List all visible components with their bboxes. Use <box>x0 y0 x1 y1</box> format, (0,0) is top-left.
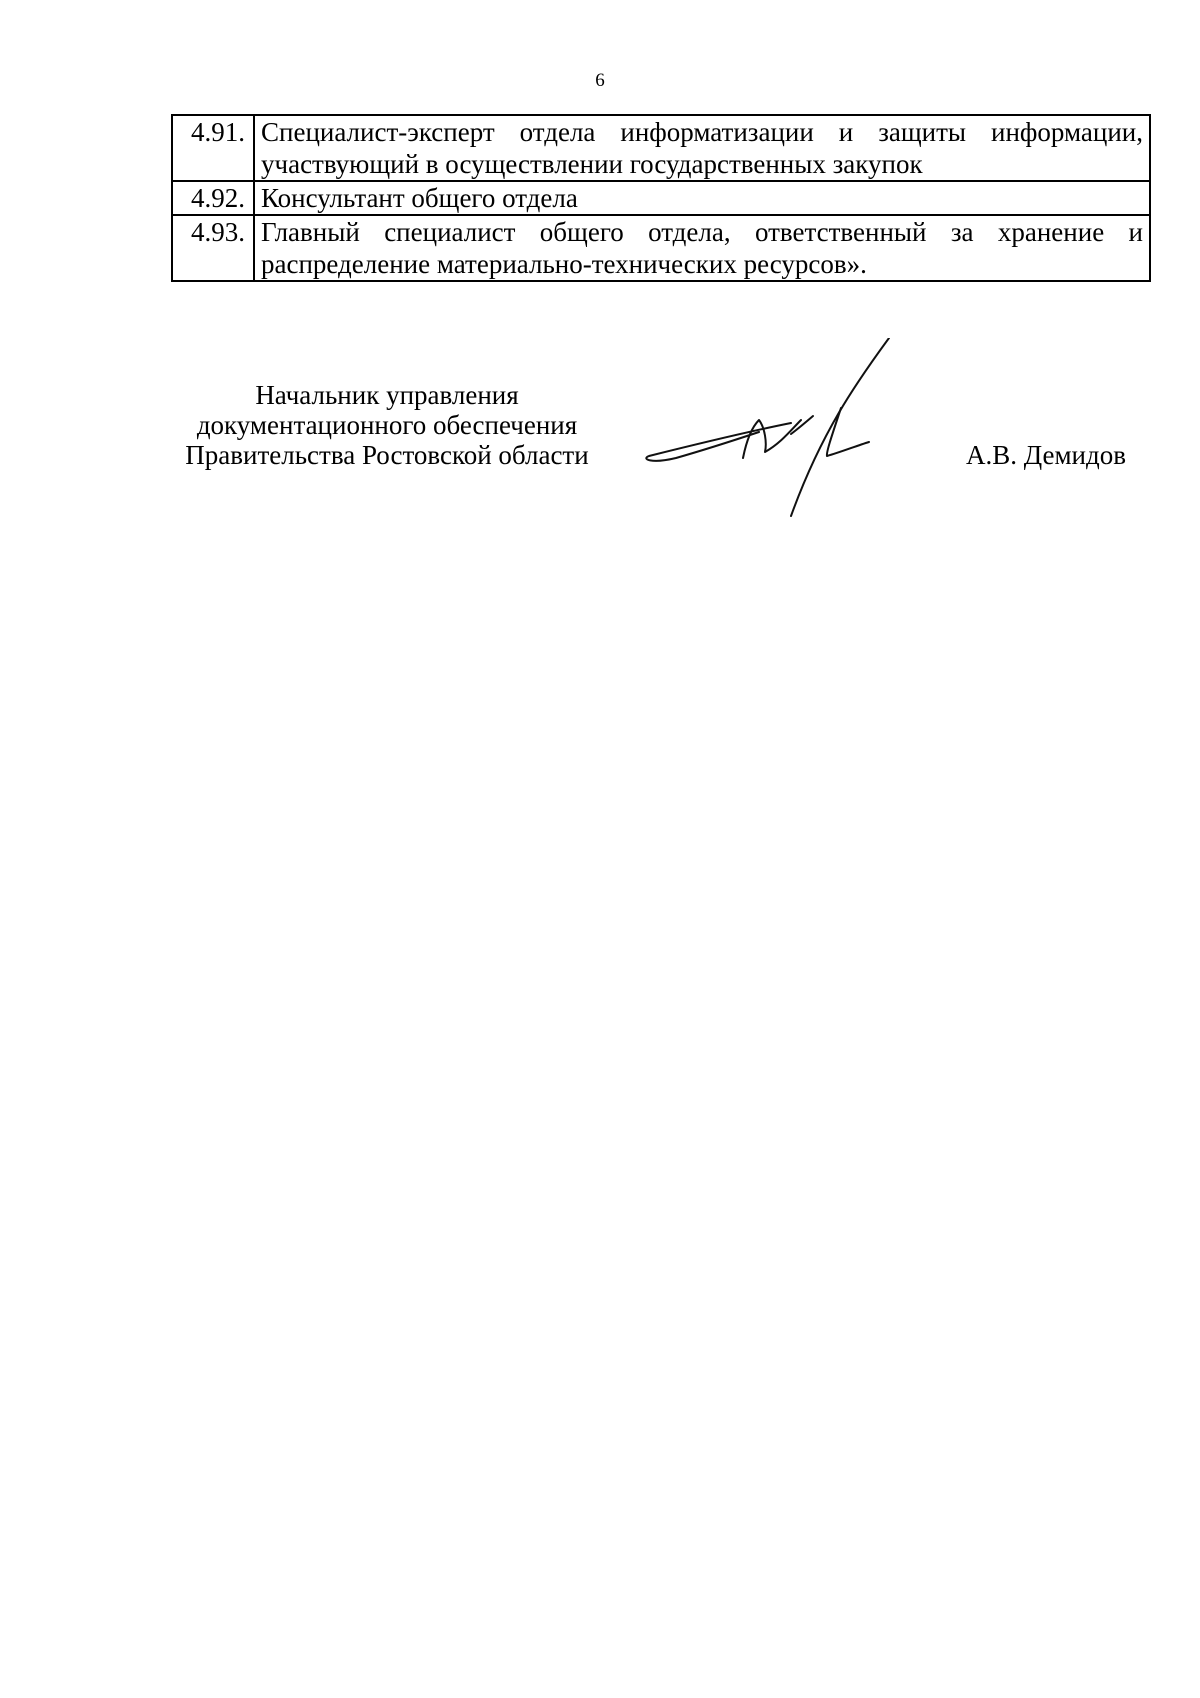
position-number: 4.92. <box>172 181 254 215</box>
signatory-position <box>171 380 603 470</box>
positions-table <box>171 114 1151 282</box>
table-row <box>172 215 1150 281</box>
signatory-name: А.В. Демидов <box>965 440 1126 470</box>
signature-block <box>171 380 1151 540</box>
handwritten-signature <box>641 338 941 518</box>
table-row <box>172 181 1150 215</box>
table-row <box>172 115 1150 181</box>
signatory-position-line: Начальник управления <box>255 380 519 410</box>
signatory-position-line: Правительства Ростовской области <box>185 440 589 470</box>
position-text: Консультант общего отдела <box>254 181 1150 215</box>
position-number: 4.93. <box>172 215 254 281</box>
page-number: 6 <box>595 70 605 91</box>
position-text: Специалист-эксперт отдела информатизации и защиты информации, участвующий в осуществлении государственных закупок <box>254 115 1150 181</box>
position-text: Главный специалист общего отдела, ответственный за хранение и распределение материально-технических ресурсов». <box>254 215 1150 281</box>
signatory-position-line: документационного обеспечения <box>196 410 578 440</box>
position-number: 4.91. <box>172 115 254 181</box>
